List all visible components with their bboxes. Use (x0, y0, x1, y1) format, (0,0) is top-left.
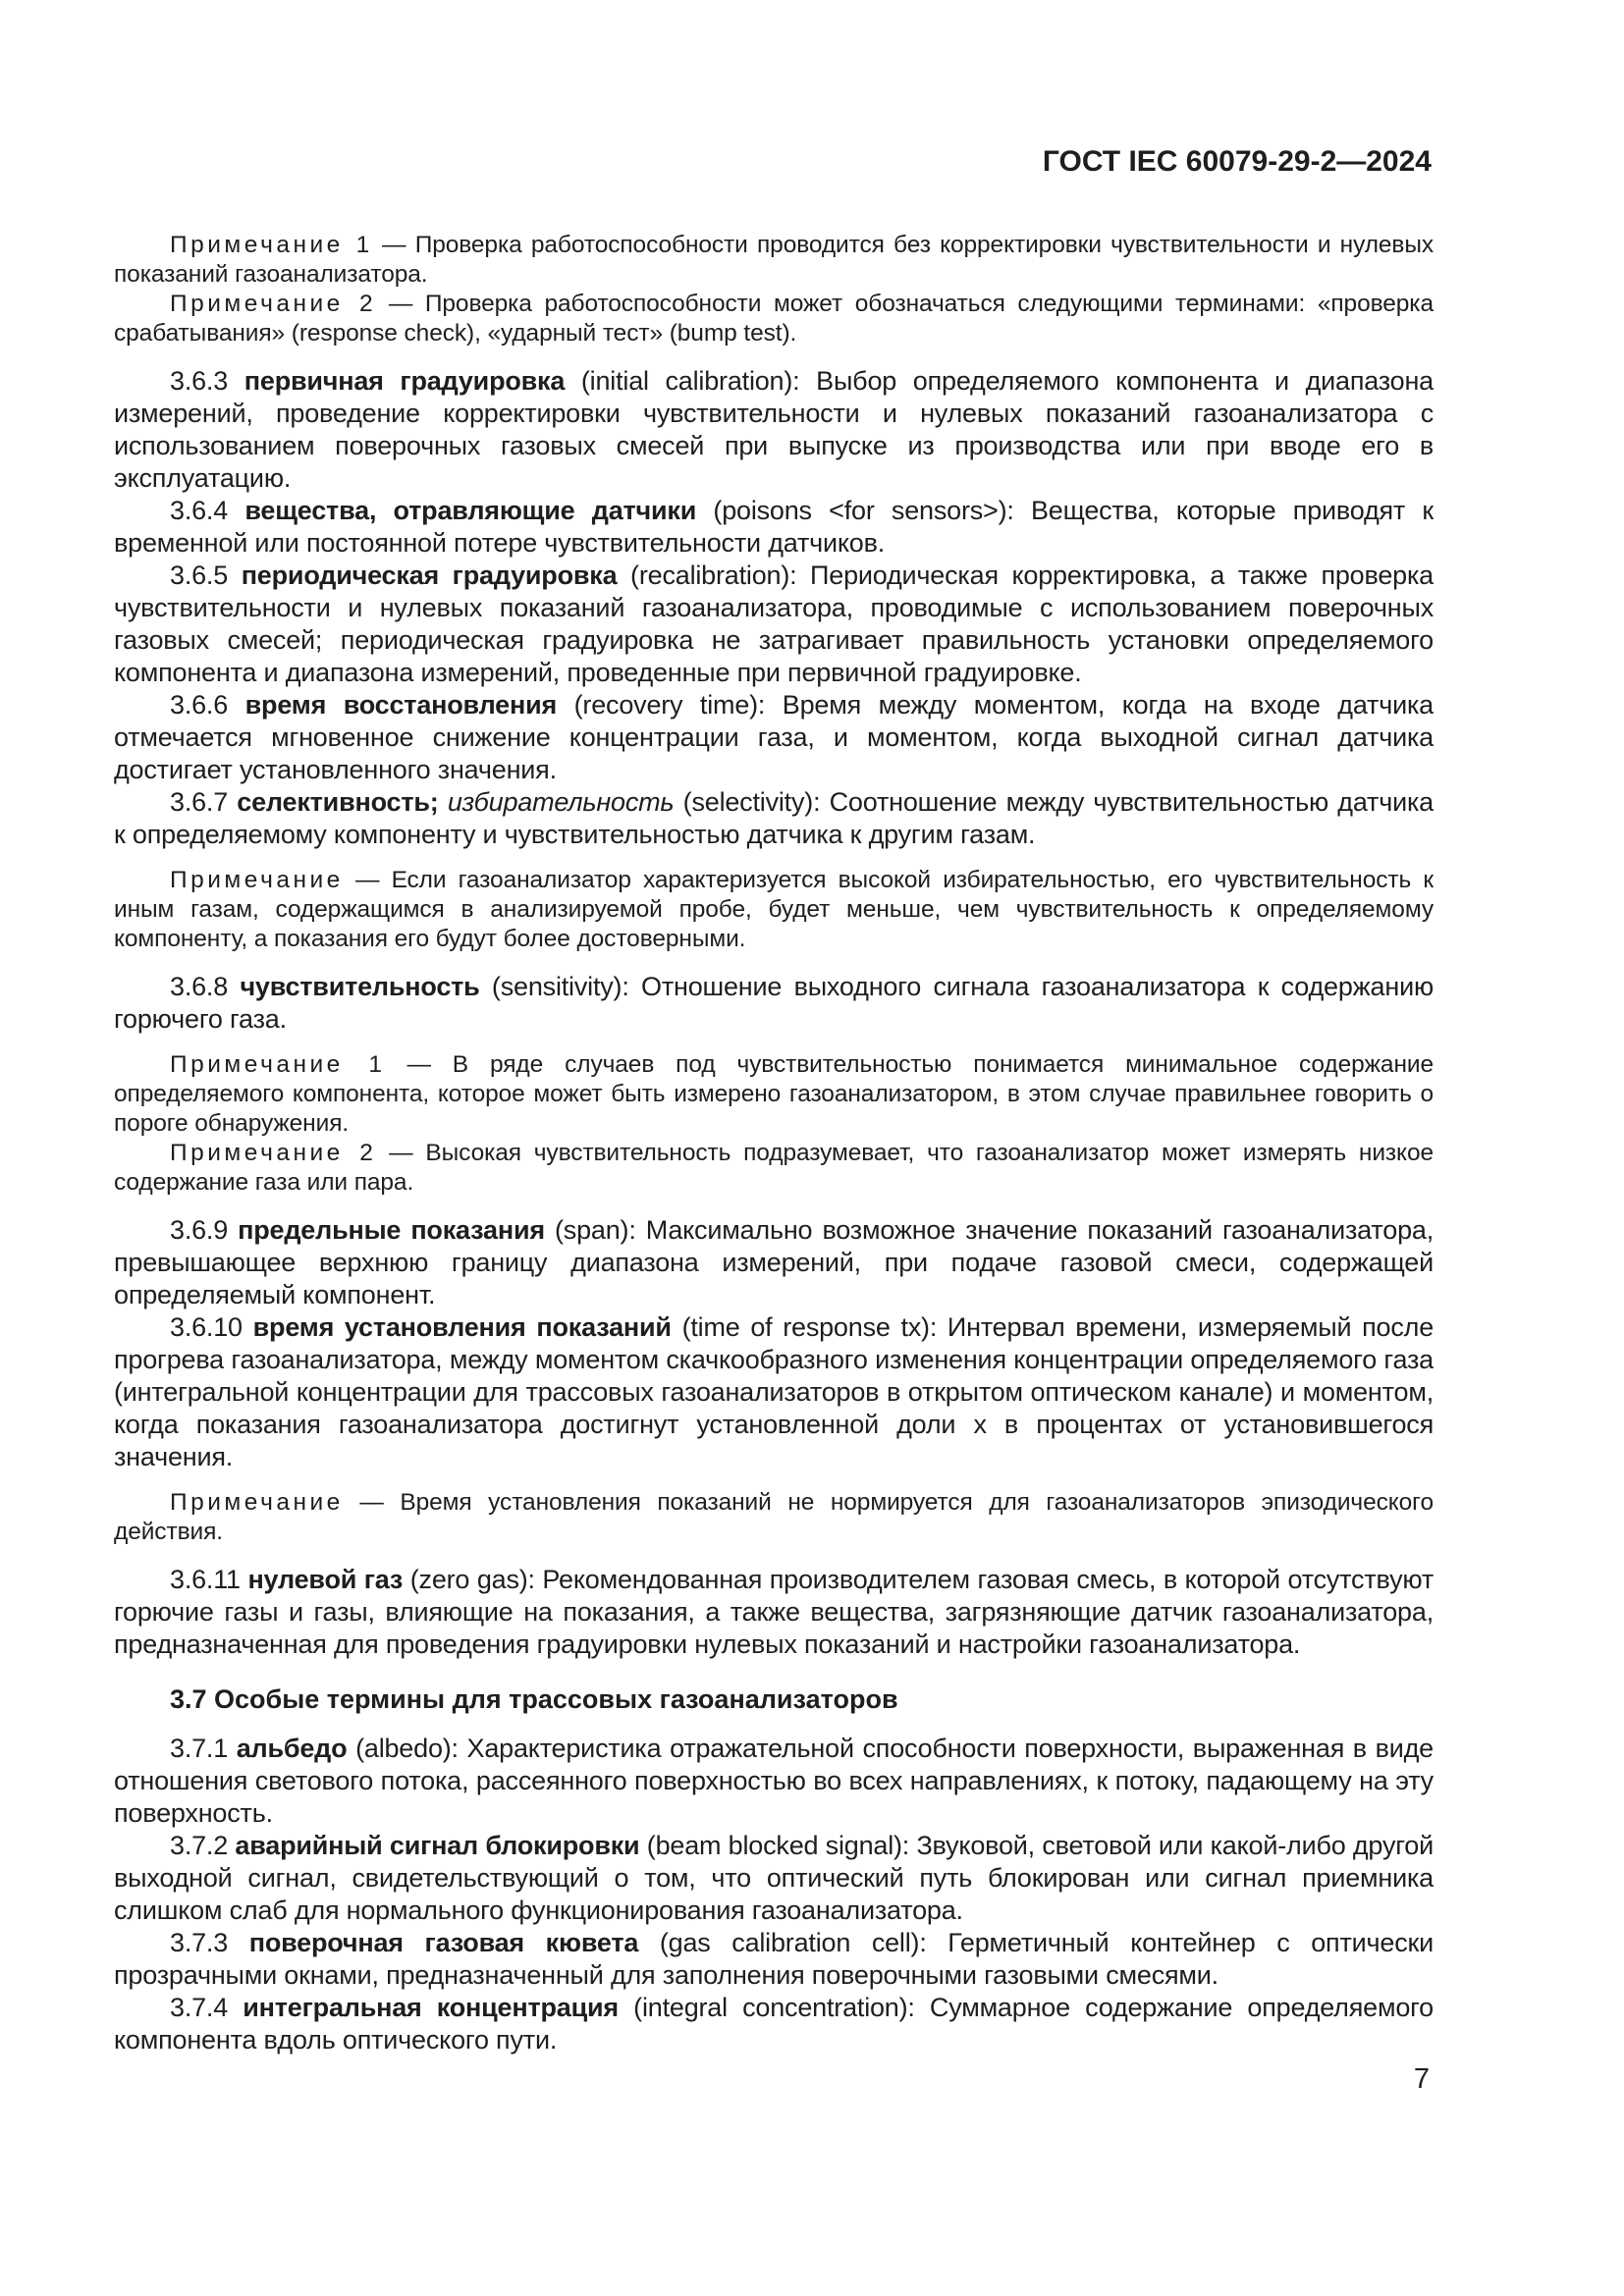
definition-paragraph (114, 1311, 1434, 1473)
note-paragraph (114, 231, 1434, 290)
definition-paragraph (114, 1733, 1434, 1830)
text-run: 3.7.3 (170, 1928, 249, 1957)
text-run: 3.6.10 (170, 1312, 253, 1342)
text-run: Примечание 1 (170, 1051, 386, 1078)
section-heading (114, 1683, 1434, 1716)
text-run: селективность; (237, 787, 439, 817)
text-run: 3.6.4 (170, 496, 245, 525)
text-run: (zero gas): Рекомендованная производителем газовая смесь, в которой отсутствуют горючие газы и газы, влияющие на показания, а также вещества, загрязняющие датчик газоанализатора, предназначенная для проведения градуировки нулевых показаний и настройки газоанализатора. (114, 1565, 1434, 1659)
text-run: 3.6.5 (170, 561, 242, 590)
text-run: — Время установления показаний не нормируется для газоанализаторов эпизодического действия. (114, 1489, 1434, 1545)
text-run: Примечание (170, 867, 344, 893)
text-run: время установления показаний (252, 1312, 672, 1342)
text-run: Примечание 2 (170, 291, 377, 317)
note-paragraph (114, 1139, 1434, 1198)
text-run: 3.6.6 (170, 690, 245, 720)
text-run: 3.6.9 (170, 1215, 239, 1245)
note-paragraph (114, 290, 1434, 348)
definition-paragraph (114, 560, 1434, 689)
text-run: предельные показания (238, 1215, 545, 1245)
text-run: нулевой газ (247, 1565, 404, 1594)
running-header: ГОСТ IEC 60079-29-2—2024 (1042, 145, 1432, 178)
definition-paragraph (114, 786, 1434, 851)
text-run: (selectivity): Соотношение между чувствительностью датчика к определяемому компоненту и чувствительностью датчика к другим газам. (114, 787, 1434, 849)
text-run (439, 787, 448, 817)
text-run: (gas calibration cell): Герметичный контейнер с оптически прозрачными окнами, предназначенный для заполнения поверочными газовыми смесями. (114, 1928, 1434, 1990)
text-run: (albedo): Характеристика отражательной способности поверхности, выраженная в виде отношения светового потока, рассеянного поверхностью во всех направлениях, к потоку, падающему на эту поверхность. (114, 1734, 1434, 1828)
definition-paragraph (114, 365, 1434, 495)
text-run: Примечание 1 (170, 232, 373, 258)
definition-paragraph (114, 1564, 1434, 1661)
definition-paragraph (114, 495, 1434, 560)
text-run: периодическая градуировка (241, 561, 618, 590)
text-run: — Проверка работоспособности проводится без корректировки чувствительности и нулевых показаний газоанализатора. (114, 232, 1434, 288)
text-run: 3.6.3 (170, 366, 244, 396)
text-run: (sensitivity): Отношение выходного сигнала газоанализатора к содержанию горючего газа. (114, 972, 1435, 1034)
text-run: (integral concentration): Суммарное содержание определяемого компонента вдоль оптического пути. (114, 1993, 1435, 2055)
text-run: Примечание 2 (170, 1140, 377, 1166)
text-run: (beam blocked signal): Звуковой, световой или какой-либо другой выходной сигнал, свидетельствующий о том, что оптический путь блокирован или сигнал приемника слишком слаб для нормального функционирования газоанализатора. (114, 1831, 1434, 1925)
text-run: 3.7.4 (170, 1993, 244, 2022)
note-paragraph (114, 1488, 1434, 1547)
text-run: 3.7 Особые термины для трассовых газоанализаторов (170, 1684, 898, 1714)
definition-paragraph (114, 1830, 1434, 1927)
text-run: 3.6.11 (170, 1565, 248, 1594)
text-run: — В ряде случаев под чувствительностью понимается минимальное содержание определяемого компонента, которое может быть измерено газоанализатором, в этом случае правильнее говорить о пороге обнаружения. (114, 1051, 1434, 1137)
text-run: 3.7.2 (170, 1831, 236, 1860)
note-group (114, 866, 1434, 954)
text-run: поверочная газовая кювета (248, 1928, 639, 1957)
text-run: чувствительность (240, 972, 480, 1001)
text-run: альбедо (236, 1734, 348, 1763)
text-run: (span): Максимально возможное значение показаний газоанализатора, превышающее верхнюю границу диапазона измерений, при подаче газовой смеси, содержащей определяемый компонент. (114, 1215, 1434, 1309)
note-paragraph (114, 866, 1434, 954)
text-run: (recalibration): Периодическая корректировка, а также проверка чувствительности и нулевых показаний газоанализатора, проводимые с использованием поверочных газовых смесей; периодическая градуировка не затрагивает правильность установки определяемого компонента и диапазона измерений, проведенные при первичной градуировке. (114, 561, 1434, 687)
note-group (114, 231, 1434, 348)
text-run: 3.6.7 (170, 787, 238, 817)
text-run: 3.7.1 (170, 1734, 237, 1763)
text-run: — Высокая чувствительность подразумевает, что газоанализатор может измерять низкое содержание газа или пара. (114, 1140, 1434, 1196)
text-run: (recovery time): Время между моментом, когда на входе датчика отмечается мгновенное снижение концентрации газа, и моментом, когда выходной сигнал датчика достигает установленного значения. (114, 690, 1434, 784)
note-paragraph (114, 1050, 1434, 1139)
definition-paragraph (114, 1992, 1434, 2056)
definition-paragraph (114, 689, 1434, 786)
definition-paragraph (114, 1214, 1434, 1311)
page-number: 7 (1413, 2063, 1430, 2095)
definition-paragraph (114, 1927, 1434, 1992)
text-run: Примечание (170, 1489, 344, 1516)
text-run: (poisons <for sensors>): Вещества, которые приводят к временной или постоянной потере чувствительности датчиков. (114, 496, 1434, 558)
text-run: интегральная концентрация (243, 1993, 619, 2022)
text-run: (initial calibration): Выбор определяемого компонента и диапазона измерений, проведение корректировки чувствительности и нулевых показаний газоанализатора с использованием поверочных газовых смесей при выпуске из производства или при вводе его в эксплуатацию. (114, 366, 1434, 493)
text-run: вещества, отравляющие датчики (244, 496, 697, 525)
text-run: (time of response tx): Интервал времени, измеряемый после прогрева газоанализатора, между моментом скачкообразного изменения концентрации определяемого газа (интегральной концентрации для трассовых газоанализаторов в открытом оптическом канале) и моментом, когда показания газоанализатора достигнут установленной доли х в процентах от установившегося значения. (114, 1312, 1435, 1471)
text-run: 3.6.8 (170, 972, 241, 1001)
text-run: первичная градуировка (244, 366, 566, 396)
text-run: — Проверка работоспособности может обозначаться следующими терминами: «проверка срабатывания» (response check), «ударный тест» (bump test). (114, 291, 1434, 347)
document-content (114, 216, 1434, 2056)
text-run: избирательность (447, 787, 675, 817)
text-run: время восстановления (244, 690, 558, 720)
text-run: — Если газоанализатор характеризуется высокой избирательностью, его чувствительность к иным газам, содержащимся в анализируемой пробе, будет меньше, чем чувствительность к определяемому компоненту, а показания его будут более достоверными. (114, 867, 1434, 952)
definition-paragraph (114, 971, 1434, 1036)
note-group (114, 1050, 1434, 1198)
text-run: аварийный сигнал блокировки (235, 1831, 640, 1860)
note-group (114, 1488, 1434, 1547)
